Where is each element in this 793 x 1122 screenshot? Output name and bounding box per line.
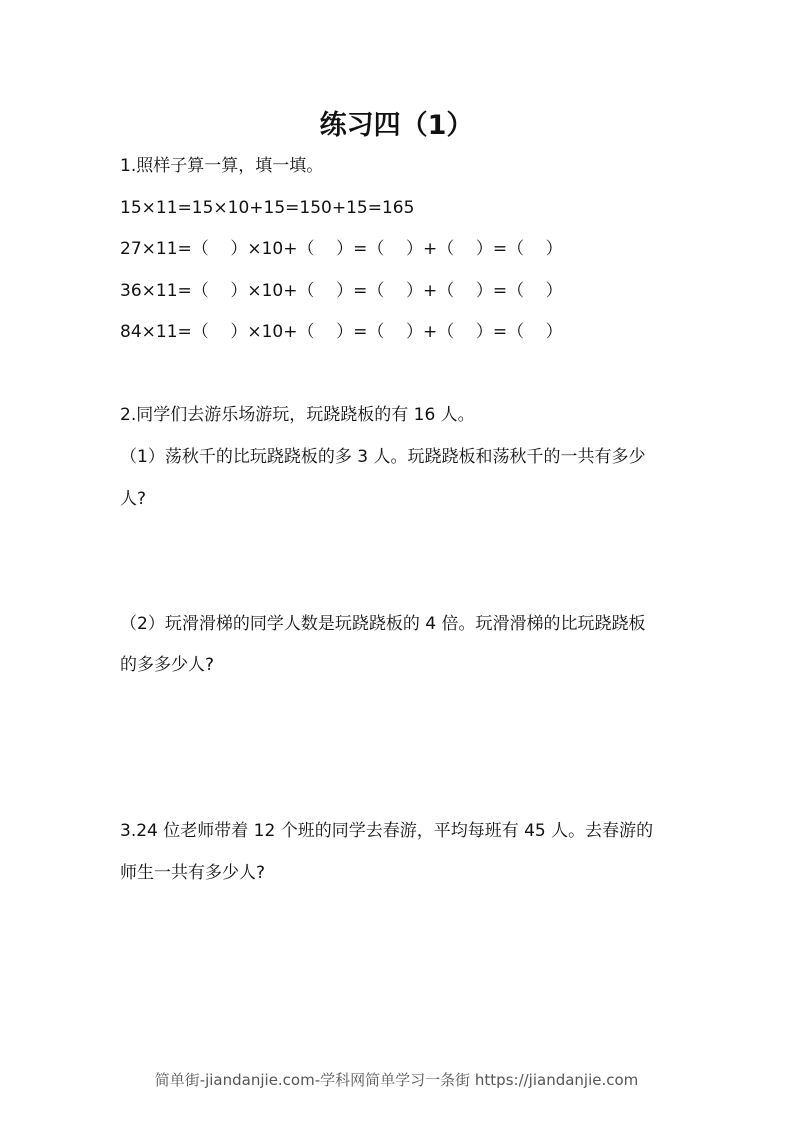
question-1-prompt: 1.照样子算一算，填一填。 xyxy=(120,156,324,176)
page-title: 练习四（1） xyxy=(319,110,474,141)
question-2-prompt: 2.同学们去游乐场游玩，玩跷跷板的有 16 人。 xyxy=(120,405,475,425)
question-3-line2: 师生一共有多少人? xyxy=(120,863,266,883)
footer-watermark: 简单街-jiandanjie.com-学科网简单学习一条街 https://jiandanjie.com xyxy=(154,1071,639,1089)
question-1-row: 36×11=（ ）×10+（ ）=（ ）+（ ）=（ ） xyxy=(120,281,563,301)
question-2-sub2-line1: （2）玩滑滑梯的同学人数是玩跷跷板的 4 倍。玩滑滑梯的比玩跷跷板 xyxy=(120,614,646,634)
question-1-row: 27×11=（ ）×10+（ ）=（ ）+（ ）=（ ） xyxy=(120,239,563,259)
question-2-sub2-line2: 的多多少人? xyxy=(120,655,215,675)
question-2-sub1-line2: 人? xyxy=(120,489,147,509)
question-1-example: 15×11=15×10+15=150+15=165 xyxy=(120,198,415,218)
question-2-sub1-line1: （1）荡秋千的比玩跷跷板的多 3 人。玩跷跷板和荡秋千的一共有多少 xyxy=(120,447,646,467)
question-3-line1: 3.24 位老师带着 12 个班的同学去春游，平均每班有 45 人。去春游的 xyxy=(120,821,654,841)
question-1-row: 84×11=（ ）×10+（ ）=（ ）+（ ）=（ ） xyxy=(120,322,563,342)
